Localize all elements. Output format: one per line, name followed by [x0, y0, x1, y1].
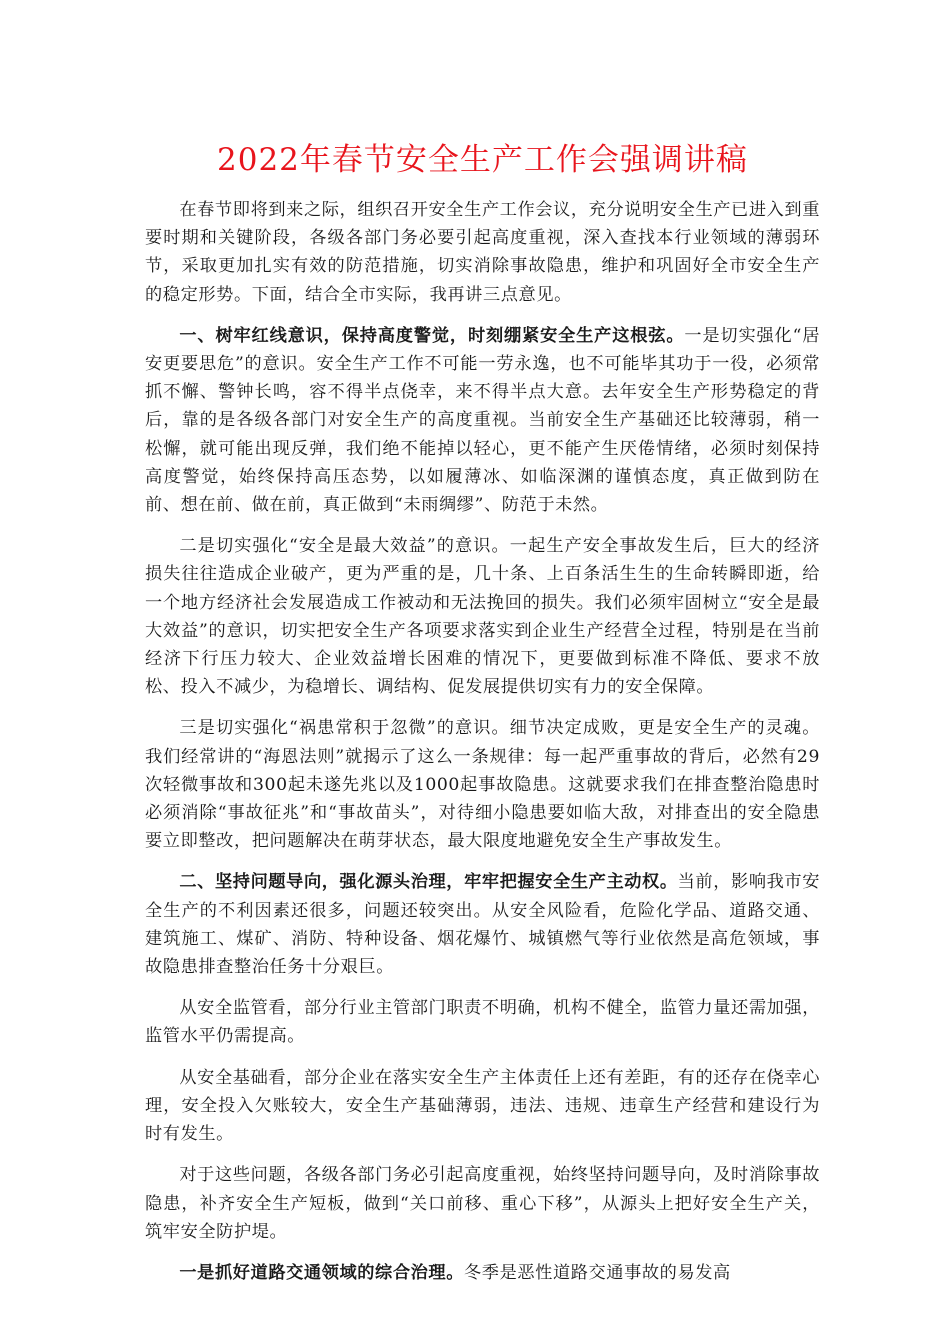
paragraph-text: 二是切实强化“安全是最大效益”的意识。一起生产安全事故发生后，巨大的经济损失往往造成企业破产，更为严重的是，几十条、上百条活生生的生命转瞬即逝，给一个地方经济社会发展造成工作被动和无法挽回的损失。我们必须牢固树立“安全是最大效益”的意识，切实把安全生产各项要求落实到企业生产经营全过程，特别是在当前经济下行压力较大、企业效益增长困难的情况下，更要做到标准不降低、要求不放松、投入不减少，为稳增长、调结构、促发展提供切实有力的安全保障。 — [145, 536, 820, 698]
paragraph-text: 在春节即将到来之际，组织召开安全生产工作会议，充分说明安全生产已进入到重要时期和关键阶段，各级各部门务必要引起高度重视，深入查找本行业领域的薄弱环节，采取更加扎实有效的防范措施，切实消除事故隐患，维护和巩固好全市安全生产的稳定形势。下面，结合全市实际，我再讲三点意见。 — [145, 200, 820, 305]
document-page — [145, 138, 820, 1300]
section-heading: 二、坚持问题导向，强化源头治理，牢牢把握安全生产主动权。 — [179, 872, 678, 893]
paragraph-text: 从安全基础看，部分企业在落实安全生产主体责任上还有差距，有的还存在侥幸心理，安全投入欠账较大，安全生产基础薄弱，违法、违规、违章生产经营和建设行为时有发生。 — [145, 1067, 820, 1145]
paragraph-supervision — [145, 994, 820, 1050]
paragraph-road-traffic — [145, 1259, 820, 1287]
paragraph-foundation — [145, 1064, 820, 1149]
paragraph-section-1-point-3 — [145, 714, 820, 855]
paragraph-intro — [145, 196, 820, 309]
paragraph-text: 三是切实强化“祸患常积于忽微”的意识。细节决定成败，更是安全生产的灵魂。我们经常讲的“海恩法则”就揭示了这么一条规律：每一起严重事故的背后，必然有29次轻微事故和300起未遂先兆以及1000起事故隐患。这就要求我们在排查整治隐患时必须消除“事故征兆”和“事故苗头”，对待细小隐患要如临大敌，对排查出的安全隐患要立即整改，把问题解决在萌芽状态，最大限度地避免安全生产事故发生。 — [145, 718, 820, 852]
paragraph-section-1 — [145, 322, 820, 519]
paragraph-text: 一是切实强化“居安更要思危”的意识。安全生产工作不可能一劳永逸，也不可能毕其功于一役，必须常抓不懈、警钟长鸣，容不得半点侥幸，来不得半点大意。去年安全生产形势稳定的背后，靠的是各级各部门对安全生产的高度重视。当前安全生产基础还比较薄弱，稍一松懈，就可能出现反弹，我们绝不能掉以轻心，更不能产生厌倦情绪，必须时刻保持高度警觉，始终保持高压态势，以如履薄冰、如临深渊的谨慎态度，真正做到防在前、想在前、做在前，真正做到“未雨绸缪”、防范于未然。 — [145, 325, 820, 516]
section-heading: 一、树牢红线意识，保持高度警觉，时刻绷紧安全生产这根弦。 — [179, 325, 685, 346]
document-title: 2022年春节安全生产工作会强调讲稿 — [217, 142, 748, 178]
paragraph-text: 对于这些问题，各级各部门务必引起高度重视，始终坚持问题导向，及时消除事故隐患，补齐安全生产短板，做到“关口前移、重心下移”，从源头上把好安全生产关，筑牢安全防护堤。 — [145, 1165, 820, 1242]
paragraph-problems — [145, 1161, 820, 1246]
paragraph-text: 当前，影响我市安全生产的不利因素还很多，问题还较突出。从安全风险看，危险化学品、道路交通、建筑施工、煤矿、消防、特种设备、烟花爆竹、城镇燃气等行业依然是高危领域，事故隐患排查整治任务十分艰巨。 — [145, 872, 820, 978]
paragraph-text: 冬季是恶性道路交通事故的易发高 — [464, 1262, 731, 1283]
subsection-heading: 一是抓好道路交通领域的综合治理。 — [179, 1262, 464, 1283]
paragraph-text: 从安全监管看，部分行业主管部门职责不明确，机构不健全，监管力量还需加强，监管水平仍需提高。 — [145, 998, 820, 1047]
paragraph-section-2 — [145, 868, 820, 981]
paragraph-section-1-point-2 — [145, 532, 820, 701]
